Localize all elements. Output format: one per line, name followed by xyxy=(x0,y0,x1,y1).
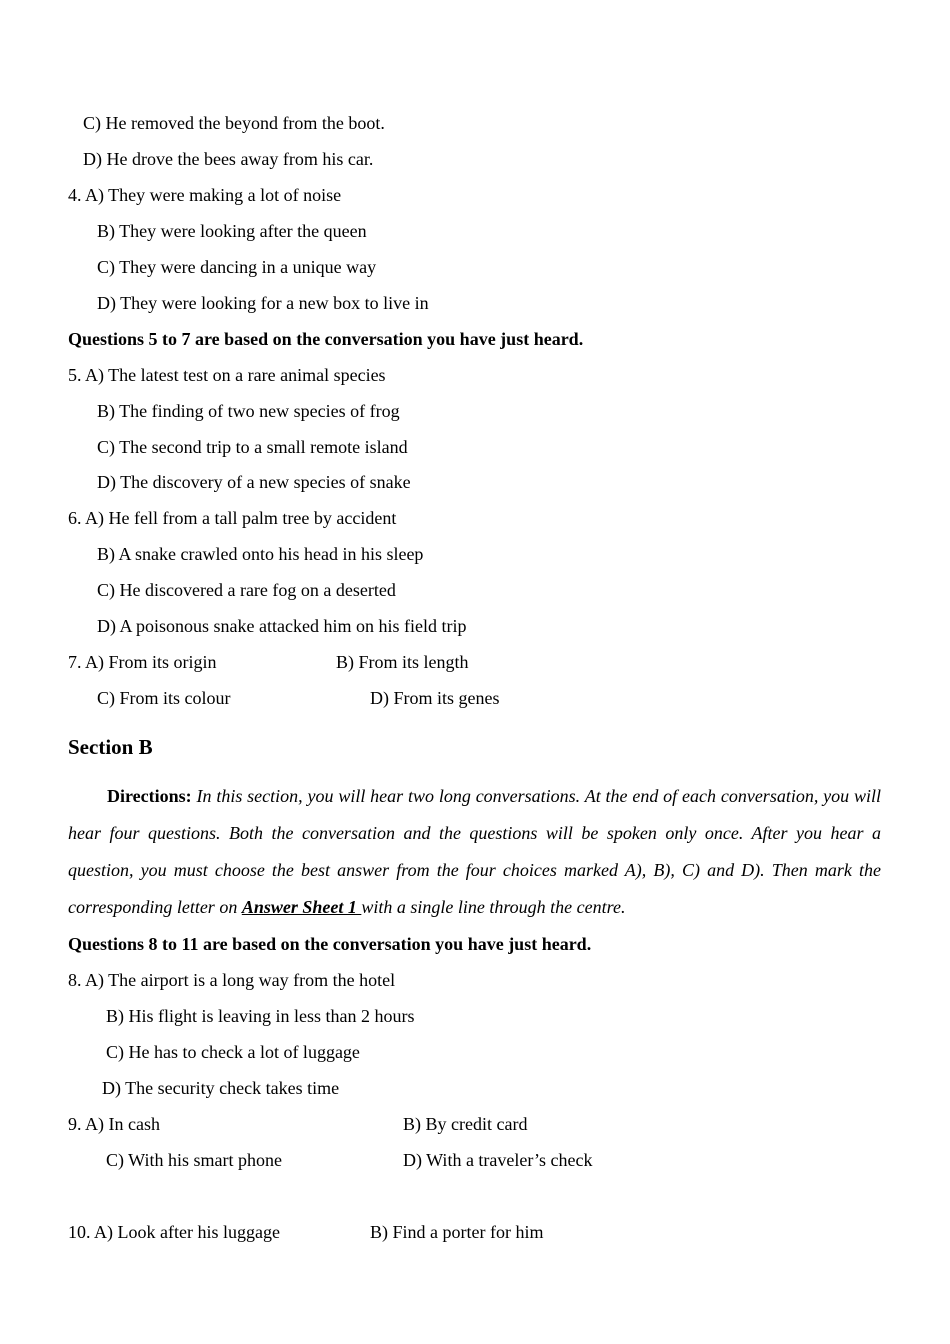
option-3c: C) He removed the beyond from the boot. xyxy=(83,113,385,133)
option-5b: B) The finding of two new species of frog xyxy=(97,401,400,421)
option-10b: B) Find a porter for him xyxy=(370,1222,544,1242)
option-4c: C) They were dancing in a unique way xyxy=(97,257,377,277)
option-5a: 5. A) The latest test on a rare animal species xyxy=(68,365,386,385)
option-4d: D) They were looking for a new box to live in xyxy=(97,293,429,313)
option-6a: 6. A) He fell from a tall palm tree by accident xyxy=(68,508,397,528)
option-9a: 9. A) In cash xyxy=(68,1114,160,1134)
option-7b: B) From its length xyxy=(336,652,469,672)
directions-paragraph xyxy=(68,778,881,926)
option-9b: B) By credit card xyxy=(403,1114,528,1134)
questions-8-11-header: Questions 8 to 11 are based on the conversation you have just heard. xyxy=(68,934,592,954)
option-6b: B) A snake crawled onto his head in his sleep xyxy=(97,544,424,564)
directions-label: Directions: xyxy=(107,786,192,806)
option-5d: D) The discovery of a new species of snake xyxy=(97,472,411,492)
option-7c: C) From its colour xyxy=(97,688,231,708)
option-5c: C) The second trip to a small remote island xyxy=(97,437,408,457)
option-6c: C) He discovered a rare fog on a deserted xyxy=(97,580,396,600)
option-10a: 10. A) Look after his luggage xyxy=(68,1222,280,1242)
option-8a: 8. A) The airport is a long way from the hotel xyxy=(68,970,396,990)
option-4b: B) They were looking after the queen xyxy=(97,221,367,241)
option-8d: D) The security check takes time xyxy=(102,1078,340,1098)
option-8b: B) His flight is leaving in less than 2 hours xyxy=(106,1006,415,1026)
directions-text: In this section, you will hear two long conversations. At the end of each conversation, you will hear four questions. Both the conversation and the questions will be spoken only once. After you hear a question, you must choose the best answer from the four choices marked A), B), C) and D). Then mark the corresponding letter on xyxy=(68,786,881,917)
option-7a: 7. A) From its origin xyxy=(68,652,217,672)
option-7d: D) From its genes xyxy=(370,688,500,708)
option-6d: D) A poisonous snake attacked him on his field trip xyxy=(97,616,467,636)
option-9c: C) With his smart phone xyxy=(106,1150,282,1170)
answer-sheet-reference: Answer Sheet 1 xyxy=(241,897,362,917)
option-9d: D) With a traveler’s check xyxy=(403,1150,593,1170)
questions-5-7-header: Questions 5 to 7 are based on the conversation you have just heard. xyxy=(68,329,584,349)
option-3d: D) He drove the bees away from his car. xyxy=(83,149,374,169)
directions-end: with a single line through the centre. xyxy=(361,897,626,917)
option-4a: 4. A) They were making a lot of noise xyxy=(68,185,342,205)
option-8c: C) He has to check a lot of luggage xyxy=(106,1042,360,1062)
section-b-title: Section B xyxy=(68,735,153,759)
